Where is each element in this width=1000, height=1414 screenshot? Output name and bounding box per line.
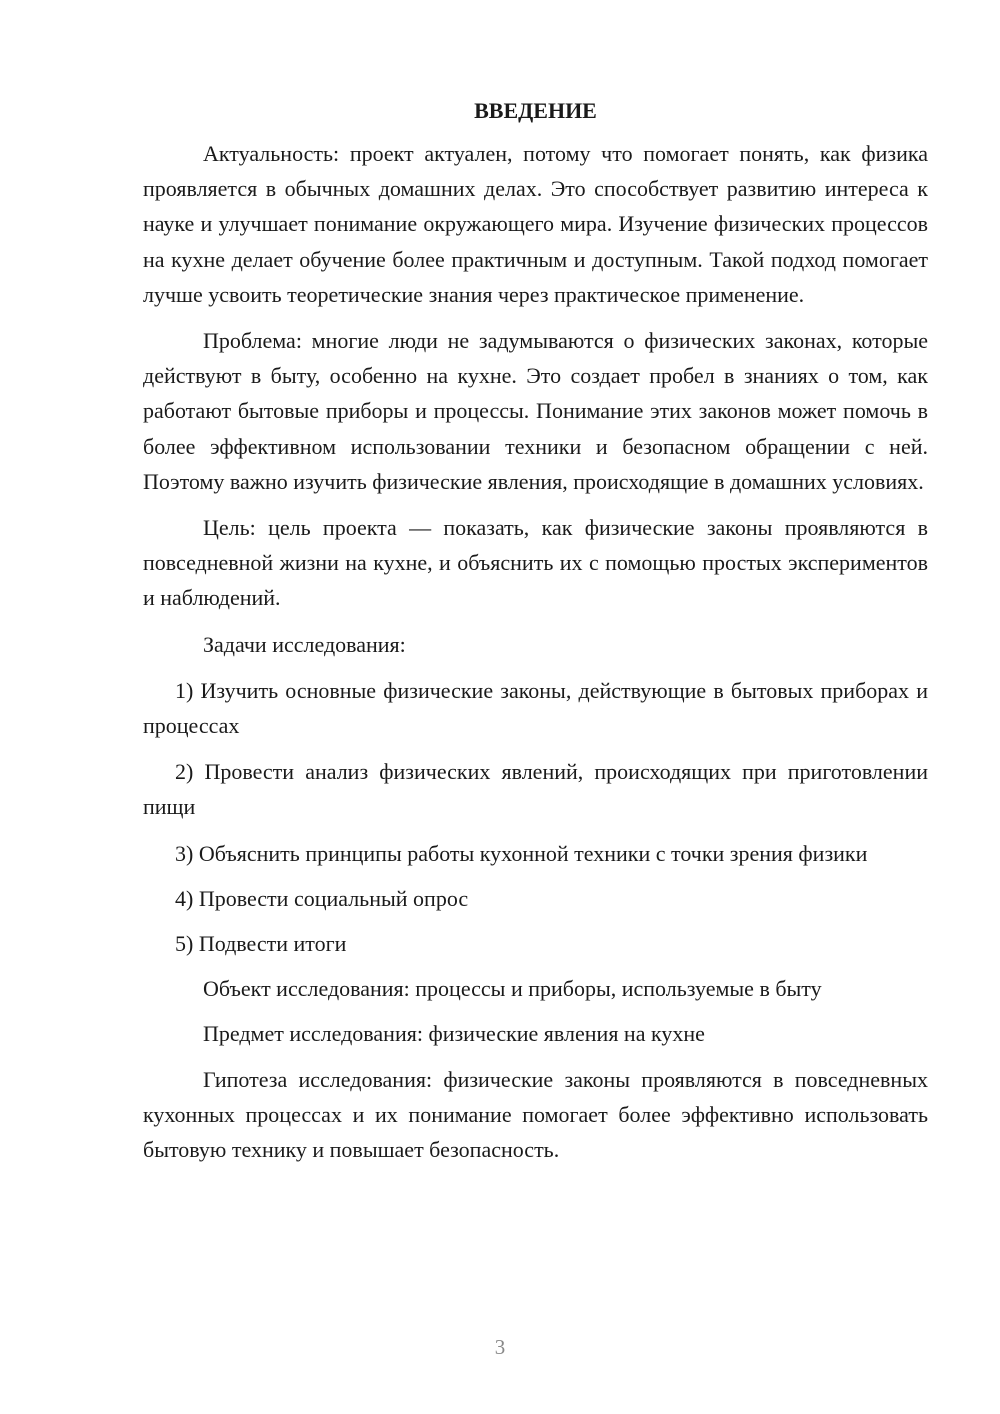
- list-item: 3) Объяснить принципы работы кухонной техники с точки зрения физики: [175, 840, 868, 866]
- paragraph-subject: Предмет исследования: физические явления на кухне: [203, 1021, 705, 1047]
- paragraph-goal: Цель: цель проекта — показать, как физические законы проявляются в повседневной жизни на кухне, и объяснить их с помощью простых экспериментов и наблюдений.: [143, 515, 928, 611]
- paragraph-hypothesis: Гипотеза исследования: физические законы проявляются в повседневных кухонных процессах и их понимание помогает более эффективно использовать бытовую технику и повышает безопасность.: [143, 1066, 928, 1163]
- tasks-list: [143, 673, 928, 961]
- list-item: 1) Изучить основные физические законы, действующие в бытовых приборах и процессах: [143, 677, 928, 739]
- page-number: 3: [494, 1335, 506, 1359]
- list-item: 2) Провести анализ физических явлений, происходящих при приготовлении пищи: [143, 759, 928, 820]
- document-page: [143, 96, 928, 1167]
- list-item: 4) Провести социальный опрос: [175, 885, 469, 911]
- paragraph-problem: Проблема: многие люди не задумываются о физических законах, которые действуют в быту, особенно на кухне. Это создает пробел в знаниях о том, как работают бытовые приборы и процессы. Понимание этих законов может помочь в более эффективном использовании техники и безопасном обращении с ней. Поэтому важно изучить физические явления, происходящие в домашних условиях.: [143, 328, 928, 494]
- list-item: 5) Подвести итоги: [175, 931, 347, 957]
- page-title: ВВЕДЕНИЕ: [474, 98, 597, 123]
- paragraph-object: Объект исследования: процессы и приборы, используемые в быту: [203, 976, 822, 1002]
- tasks-title: Задачи исследования:: [203, 631, 406, 657]
- paragraph-actuality: Актуальность: проект актуален, потому что помогает понять, как физика проявляется в обычных домашних делах. Это способствует развитию интереса к науке и улучшает понимание окружающего мира. Изучение физических процессов на кухне делает обучение более практичным и доступным. Такой подход помогает лучше усвоить теоретические знания через практическое применение.: [143, 141, 928, 307]
